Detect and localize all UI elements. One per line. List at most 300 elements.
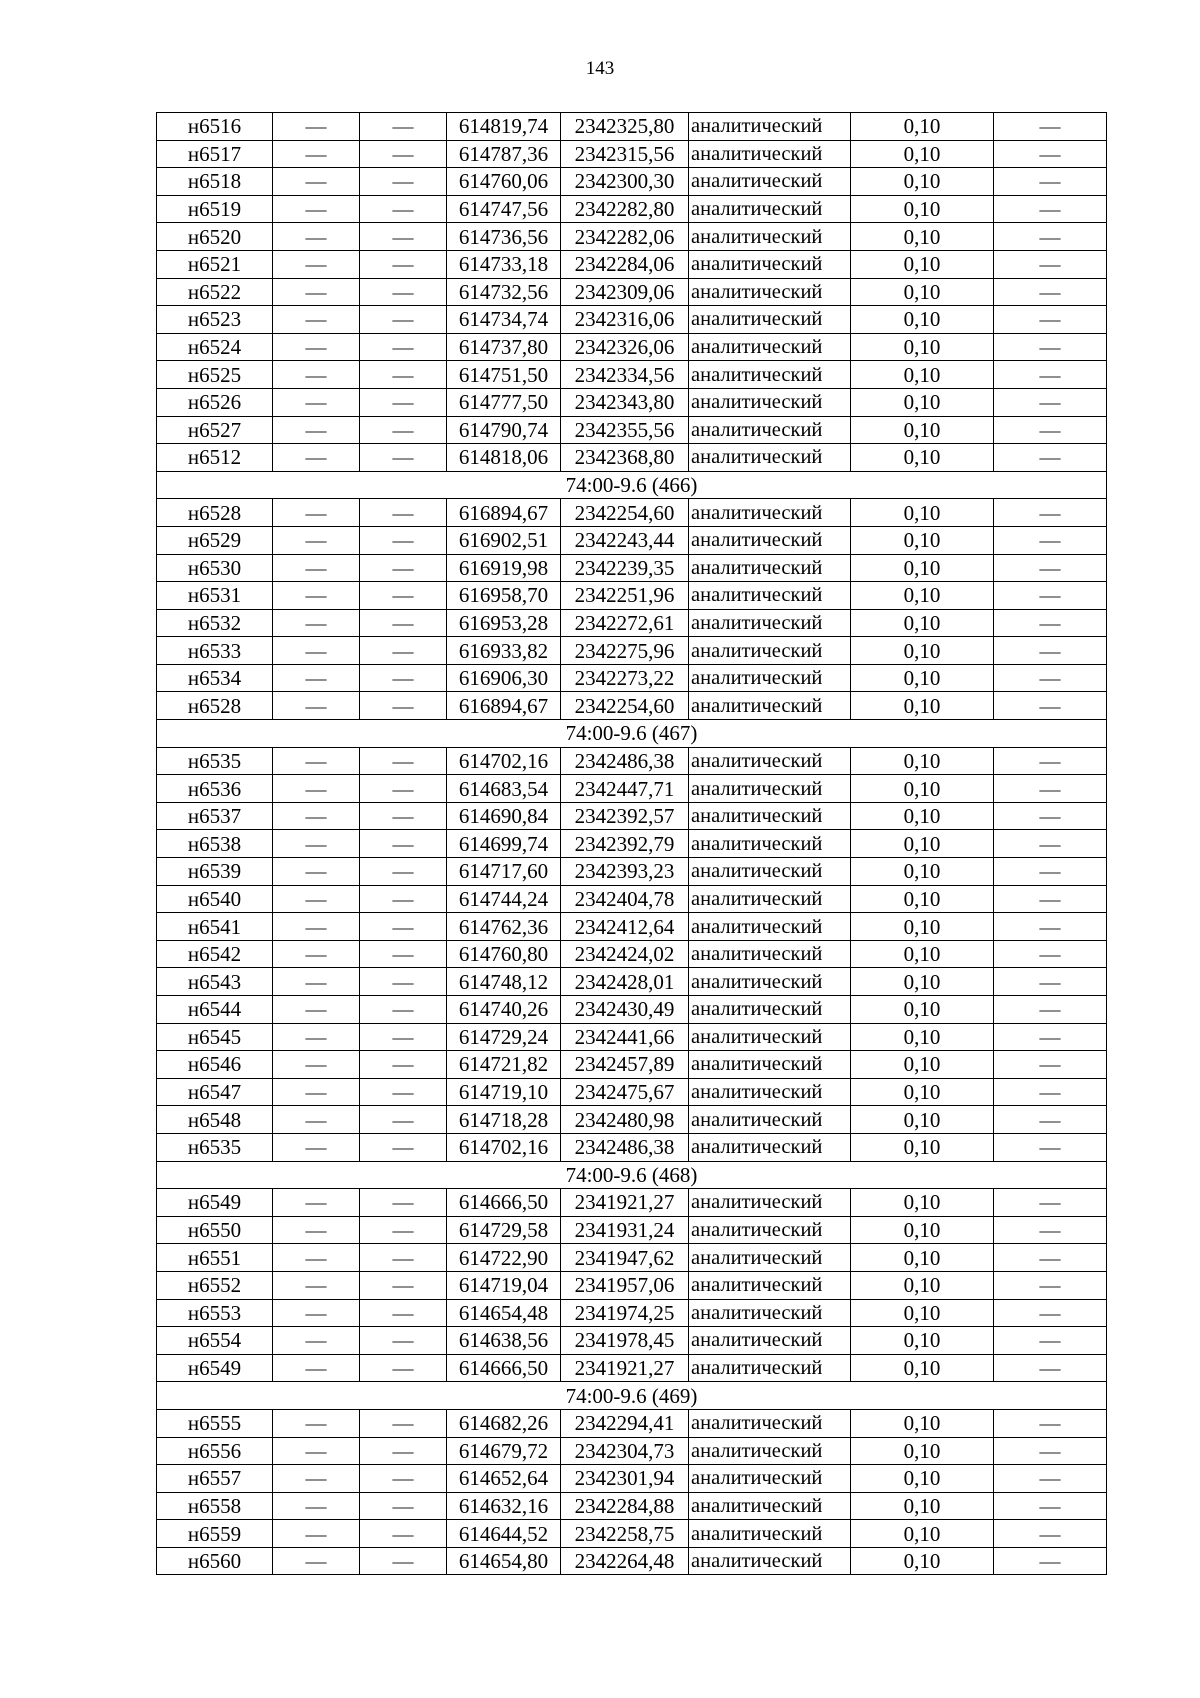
empty-value-cell: — xyxy=(994,250,1107,278)
method-cell: аналитический xyxy=(689,1437,851,1465)
x-coordinate-cell: 614729,24 xyxy=(447,1023,561,1051)
method-cell: аналитический xyxy=(689,195,851,223)
method-cell: аналитический xyxy=(689,1465,851,1493)
empty-value-cell: — xyxy=(360,664,447,692)
y-coordinate-cell: 2342441,66 xyxy=(561,1023,689,1051)
empty-value-cell: — xyxy=(273,1354,360,1382)
parcel-heading-row xyxy=(157,1161,1107,1189)
accuracy-cell: 0,10 xyxy=(851,913,994,941)
y-coordinate-cell: 2342393,23 xyxy=(561,858,689,886)
x-coordinate-cell: 614718,28 xyxy=(447,1106,561,1134)
empty-value-cell: — xyxy=(360,1492,447,1520)
empty-value-cell: — xyxy=(360,913,447,941)
x-coordinate-cell: 616894,67 xyxy=(447,692,561,720)
empty-value-cell: — xyxy=(360,747,447,775)
x-coordinate-cell: 614666,50 xyxy=(447,1354,561,1382)
y-coordinate-cell: 2342300,30 xyxy=(561,168,689,196)
empty-value-cell: — xyxy=(273,885,360,913)
x-coordinate-cell: 614729,58 xyxy=(447,1216,561,1244)
y-coordinate-cell: 2342304,73 xyxy=(561,1437,689,1465)
accuracy-cell: 0,10 xyxy=(851,1189,994,1217)
empty-value-cell: — xyxy=(360,1189,447,1217)
table-row xyxy=(157,1492,1107,1520)
accuracy-cell: 0,10 xyxy=(851,664,994,692)
accuracy-cell: 0,10 xyxy=(851,582,994,610)
accuracy-cell: 0,10 xyxy=(851,554,994,582)
empty-value-cell: — xyxy=(360,1327,447,1355)
point-number-cell: н6540 xyxy=(157,885,273,913)
method-cell: аналитический xyxy=(689,885,851,913)
accuracy-cell: 0,10 xyxy=(851,1051,994,1079)
empty-value-cell: — xyxy=(994,1216,1107,1244)
method-cell: аналитический xyxy=(689,1409,851,1437)
point-number-cell: н6535 xyxy=(157,1133,273,1161)
x-coordinate-cell: 614737,80 xyxy=(447,333,561,361)
accuracy-cell: 0,10 xyxy=(851,692,994,720)
point-number-cell: н6544 xyxy=(157,996,273,1024)
parcel-heading-row xyxy=(157,471,1107,499)
point-number-cell: н6553 xyxy=(157,1299,273,1327)
x-coordinate-cell: 614744,24 xyxy=(447,885,561,913)
accuracy-cell: 0,10 xyxy=(851,388,994,416)
y-coordinate-cell: 2342254,60 xyxy=(561,692,689,720)
method-cell: аналитический xyxy=(689,388,851,416)
empty-value-cell: — xyxy=(994,1133,1107,1161)
point-number-cell: н6559 xyxy=(157,1520,273,1548)
y-coordinate-cell: 2341921,27 xyxy=(561,1189,689,1217)
empty-value-cell: — xyxy=(360,692,447,720)
empty-value-cell: — xyxy=(994,664,1107,692)
accuracy-cell: 0,10 xyxy=(851,802,994,830)
table-row xyxy=(157,444,1107,472)
y-coordinate-cell: 2342368,80 xyxy=(561,444,689,472)
point-number-cell: н6560 xyxy=(157,1547,273,1575)
empty-value-cell: — xyxy=(360,775,447,803)
table-row xyxy=(157,858,1107,886)
method-cell: аналитический xyxy=(689,526,851,554)
point-number-cell: н6522 xyxy=(157,278,273,306)
empty-value-cell: — xyxy=(360,996,447,1024)
table-row xyxy=(157,250,1107,278)
point-number-cell: н6550 xyxy=(157,1216,273,1244)
empty-value-cell: — xyxy=(994,388,1107,416)
table-row xyxy=(157,416,1107,444)
x-coordinate-cell: 614652,64 xyxy=(447,1465,561,1493)
empty-value-cell: — xyxy=(994,361,1107,389)
table-row xyxy=(157,1078,1107,1106)
x-coordinate-cell: 614751,50 xyxy=(447,361,561,389)
method-cell: аналитический xyxy=(689,1520,851,1548)
empty-value-cell: — xyxy=(273,609,360,637)
empty-value-cell: — xyxy=(994,306,1107,334)
x-coordinate-cell: 614632,16 xyxy=(447,1492,561,1520)
point-number-cell: н6548 xyxy=(157,1106,273,1134)
method-cell: аналитический xyxy=(689,554,851,582)
x-coordinate-cell: 614760,06 xyxy=(447,168,561,196)
accuracy-cell: 0,10 xyxy=(851,1409,994,1437)
empty-value-cell: — xyxy=(273,1051,360,1079)
empty-value-cell: — xyxy=(273,1216,360,1244)
accuracy-cell: 0,10 xyxy=(851,858,994,886)
method-cell: аналитический xyxy=(689,747,851,775)
x-coordinate-cell: 616953,28 xyxy=(447,609,561,637)
point-number-cell: н6527 xyxy=(157,416,273,444)
empty-value-cell: — xyxy=(994,996,1107,1024)
y-coordinate-cell: 2342284,88 xyxy=(561,1492,689,1520)
empty-value-cell: — xyxy=(273,858,360,886)
point-number-cell: н6555 xyxy=(157,1409,273,1437)
empty-value-cell: — xyxy=(273,830,360,858)
table-row xyxy=(157,1051,1107,1079)
method-cell: аналитический xyxy=(689,1216,851,1244)
empty-value-cell: — xyxy=(994,1299,1107,1327)
method-cell: аналитический xyxy=(689,1547,851,1575)
x-coordinate-cell: 614702,16 xyxy=(447,1133,561,1161)
empty-value-cell: — xyxy=(994,1106,1107,1134)
method-cell: аналитический xyxy=(689,692,851,720)
x-coordinate-cell: 614819,74 xyxy=(447,113,561,141)
point-number-cell: н6518 xyxy=(157,168,273,196)
accuracy-cell: 0,10 xyxy=(851,499,994,527)
y-coordinate-cell: 2342239,35 xyxy=(561,554,689,582)
empty-value-cell: — xyxy=(273,968,360,996)
table-row xyxy=(157,1409,1107,1437)
y-coordinate-cell: 2342316,06 xyxy=(561,306,689,334)
empty-value-cell: — xyxy=(273,1299,360,1327)
empty-value-cell: — xyxy=(994,1354,1107,1382)
accuracy-cell: 0,10 xyxy=(851,968,994,996)
accuracy-cell: 0,10 xyxy=(851,113,994,141)
accuracy-cell: 0,10 xyxy=(851,1327,994,1355)
empty-value-cell: — xyxy=(360,416,447,444)
empty-value-cell: — xyxy=(994,1520,1107,1548)
empty-value-cell: — xyxy=(273,168,360,196)
point-number-cell: н6541 xyxy=(157,913,273,941)
empty-value-cell: — xyxy=(273,1133,360,1161)
y-coordinate-cell: 2341921,27 xyxy=(561,1354,689,1382)
table-row xyxy=(157,775,1107,803)
accuracy-cell: 0,10 xyxy=(851,250,994,278)
table-row xyxy=(157,361,1107,389)
x-coordinate-cell: 614733,18 xyxy=(447,250,561,278)
x-coordinate-cell: 616933,82 xyxy=(447,637,561,665)
point-number-cell: н6546 xyxy=(157,1051,273,1079)
empty-value-cell: — xyxy=(994,1327,1107,1355)
empty-value-cell: — xyxy=(994,1492,1107,1520)
method-cell: аналитический xyxy=(689,1244,851,1272)
point-number-cell: н6526 xyxy=(157,388,273,416)
empty-value-cell: — xyxy=(994,416,1107,444)
accuracy-cell: 0,10 xyxy=(851,747,994,775)
empty-value-cell: — xyxy=(994,747,1107,775)
x-coordinate-cell: 614740,26 xyxy=(447,996,561,1024)
empty-value-cell: — xyxy=(273,1465,360,1493)
empty-value-cell: — xyxy=(360,1133,447,1161)
empty-value-cell: — xyxy=(994,885,1107,913)
point-number-cell: н6521 xyxy=(157,250,273,278)
method-cell: аналитический xyxy=(689,416,851,444)
y-coordinate-cell: 2342326,06 xyxy=(561,333,689,361)
empty-value-cell: — xyxy=(360,499,447,527)
empty-value-cell: — xyxy=(360,278,447,306)
point-number-cell: н6519 xyxy=(157,195,273,223)
y-coordinate-cell: 2342486,38 xyxy=(561,1133,689,1161)
point-number-cell: н6552 xyxy=(157,1271,273,1299)
method-cell: аналитический xyxy=(689,140,851,168)
empty-value-cell: — xyxy=(360,885,447,913)
empty-value-cell: — xyxy=(273,1547,360,1575)
empty-value-cell: — xyxy=(273,195,360,223)
method-cell: аналитический xyxy=(689,499,851,527)
empty-value-cell: — xyxy=(273,333,360,361)
method-cell: аналитический xyxy=(689,1327,851,1355)
x-coordinate-cell: 614721,82 xyxy=(447,1051,561,1079)
method-cell: аналитический xyxy=(689,664,851,692)
x-coordinate-cell: 614732,56 xyxy=(447,278,561,306)
empty-value-cell: — xyxy=(994,775,1107,803)
accuracy-cell: 0,10 xyxy=(851,140,994,168)
empty-value-cell: — xyxy=(360,195,447,223)
empty-value-cell: — xyxy=(360,1106,447,1134)
empty-value-cell: — xyxy=(360,1271,447,1299)
point-number-cell: н6549 xyxy=(157,1189,273,1217)
y-coordinate-cell: 2342272,61 xyxy=(561,609,689,637)
accuracy-cell: 0,10 xyxy=(851,1520,994,1548)
empty-value-cell: — xyxy=(994,223,1107,251)
x-coordinate-cell: 614747,56 xyxy=(447,195,561,223)
y-coordinate-cell: 2342273,22 xyxy=(561,664,689,692)
y-coordinate-cell: 2342355,56 xyxy=(561,416,689,444)
point-number-cell: н6524 xyxy=(157,333,273,361)
empty-value-cell: — xyxy=(273,996,360,1024)
method-cell: аналитический xyxy=(689,858,851,886)
y-coordinate-cell: 2342282,06 xyxy=(561,223,689,251)
method-cell: аналитический xyxy=(689,1271,851,1299)
empty-value-cell: — xyxy=(360,444,447,472)
empty-value-cell: — xyxy=(360,306,447,334)
x-coordinate-cell: 614719,04 xyxy=(447,1271,561,1299)
x-coordinate-cell: 614654,48 xyxy=(447,1299,561,1327)
empty-value-cell: — xyxy=(273,1492,360,1520)
table-row xyxy=(157,996,1107,1024)
empty-value-cell: — xyxy=(273,1409,360,1437)
accuracy-cell: 0,10 xyxy=(851,885,994,913)
point-number-cell: н6534 xyxy=(157,664,273,692)
accuracy-cell: 0,10 xyxy=(851,444,994,472)
accuracy-cell: 0,10 xyxy=(851,333,994,361)
empty-value-cell: — xyxy=(360,168,447,196)
point-number-cell: н6536 xyxy=(157,775,273,803)
method-cell: аналитический xyxy=(689,278,851,306)
point-number-cell: н6533 xyxy=(157,637,273,665)
empty-value-cell: — xyxy=(994,1023,1107,1051)
parcel-heading: 74:00-9.6 (468) xyxy=(157,1161,1107,1189)
empty-value-cell: — xyxy=(273,1244,360,1272)
x-coordinate-cell: 616894,67 xyxy=(447,499,561,527)
y-coordinate-cell: 2342264,48 xyxy=(561,1547,689,1575)
accuracy-cell: 0,10 xyxy=(851,1437,994,1465)
method-cell: аналитический xyxy=(689,1354,851,1382)
empty-value-cell: — xyxy=(273,1437,360,1465)
empty-value-cell: — xyxy=(360,1216,447,1244)
accuracy-cell: 0,10 xyxy=(851,637,994,665)
point-number-cell: н6512 xyxy=(157,444,273,472)
method-cell: аналитический xyxy=(689,913,851,941)
point-number-cell: н6549 xyxy=(157,1354,273,1382)
method-cell: аналитический xyxy=(689,1299,851,1327)
empty-value-cell: — xyxy=(994,526,1107,554)
empty-value-cell: — xyxy=(994,113,1107,141)
x-coordinate-cell: 614683,54 xyxy=(447,775,561,803)
table-row xyxy=(157,1244,1107,1272)
empty-value-cell: — xyxy=(273,526,360,554)
empty-value-cell: — xyxy=(360,609,447,637)
point-number-cell: н6517 xyxy=(157,140,273,168)
empty-value-cell: — xyxy=(273,1106,360,1134)
x-coordinate-cell: 614699,74 xyxy=(447,830,561,858)
empty-value-cell: — xyxy=(994,913,1107,941)
empty-value-cell: — xyxy=(273,940,360,968)
empty-value-cell: — xyxy=(994,830,1107,858)
empty-value-cell: — xyxy=(994,1409,1107,1437)
x-coordinate-cell: 616958,70 xyxy=(447,582,561,610)
y-coordinate-cell: 2342404,78 xyxy=(561,885,689,913)
table-row xyxy=(157,664,1107,692)
table-row xyxy=(157,1106,1107,1134)
table-row xyxy=(157,1437,1107,1465)
method-cell: аналитический xyxy=(689,444,851,472)
y-coordinate-cell: 2342486,38 xyxy=(561,747,689,775)
x-coordinate-cell: 614666,50 xyxy=(447,1189,561,1217)
method-cell: аналитический xyxy=(689,830,851,858)
method-cell: аналитический xyxy=(689,223,851,251)
empty-value-cell: — xyxy=(994,278,1107,306)
method-cell: аналитический xyxy=(689,609,851,637)
y-coordinate-cell: 2342447,71 xyxy=(561,775,689,803)
x-coordinate-cell: 614719,10 xyxy=(447,1078,561,1106)
accuracy-cell: 0,10 xyxy=(851,609,994,637)
x-coordinate-cell: 614777,50 xyxy=(447,388,561,416)
table-row xyxy=(157,526,1107,554)
empty-value-cell: — xyxy=(994,168,1107,196)
accuracy-cell: 0,10 xyxy=(851,1244,994,1272)
empty-value-cell: — xyxy=(360,637,447,665)
y-coordinate-cell: 2342275,96 xyxy=(561,637,689,665)
table-row xyxy=(157,968,1107,996)
table-row xyxy=(157,554,1107,582)
y-coordinate-cell: 2342430,49 xyxy=(561,996,689,1024)
empty-value-cell: — xyxy=(273,1078,360,1106)
y-coordinate-cell: 2342424,02 xyxy=(561,940,689,968)
table-row xyxy=(157,830,1107,858)
empty-value-cell: — xyxy=(273,1520,360,1548)
table-row xyxy=(157,499,1107,527)
method-cell: аналитический xyxy=(689,996,851,1024)
x-coordinate-cell: 616906,30 xyxy=(447,664,561,692)
point-number-cell: н6531 xyxy=(157,582,273,610)
method-cell: аналитический xyxy=(689,968,851,996)
accuracy-cell: 0,10 xyxy=(851,940,994,968)
table-row xyxy=(157,802,1107,830)
point-number-cell: н6551 xyxy=(157,1244,273,1272)
point-number-cell: н6530 xyxy=(157,554,273,582)
empty-value-cell: — xyxy=(273,499,360,527)
y-coordinate-cell: 2342315,56 xyxy=(561,140,689,168)
empty-value-cell: — xyxy=(273,582,360,610)
table-row xyxy=(157,195,1107,223)
table-row xyxy=(157,940,1107,968)
empty-value-cell: — xyxy=(273,747,360,775)
y-coordinate-cell: 2342334,56 xyxy=(561,361,689,389)
table-row xyxy=(157,278,1107,306)
empty-value-cell: — xyxy=(273,1327,360,1355)
empty-value-cell: — xyxy=(994,140,1107,168)
method-cell: аналитический xyxy=(689,361,851,389)
empty-value-cell: — xyxy=(994,968,1107,996)
point-number-cell: н6516 xyxy=(157,113,273,141)
accuracy-cell: 0,10 xyxy=(851,1216,994,1244)
y-coordinate-cell: 2342243,44 xyxy=(561,526,689,554)
empty-value-cell: — xyxy=(273,554,360,582)
empty-value-cell: — xyxy=(994,609,1107,637)
empty-value-cell: — xyxy=(273,278,360,306)
empty-value-cell: — xyxy=(273,637,360,665)
y-coordinate-cell: 2342392,57 xyxy=(561,802,689,830)
table-row xyxy=(157,1133,1107,1161)
empty-value-cell: — xyxy=(360,388,447,416)
empty-value-cell: — xyxy=(360,1023,447,1051)
y-coordinate-cell: 2342282,80 xyxy=(561,195,689,223)
coordinates-table xyxy=(156,112,1107,1575)
empty-value-cell: — xyxy=(273,361,360,389)
empty-value-cell: — xyxy=(360,1244,447,1272)
x-coordinate-cell: 614679,72 xyxy=(447,1437,561,1465)
empty-value-cell: — xyxy=(360,526,447,554)
point-number-cell: н6558 xyxy=(157,1492,273,1520)
empty-value-cell: — xyxy=(360,140,447,168)
empty-value-cell: — xyxy=(994,1547,1107,1575)
y-coordinate-cell: 2342343,80 xyxy=(561,388,689,416)
x-coordinate-cell: 614690,84 xyxy=(447,802,561,830)
parcel-heading-row xyxy=(157,1382,1107,1410)
empty-value-cell: — xyxy=(994,940,1107,968)
point-number-cell: н6528 xyxy=(157,692,273,720)
empty-value-cell: — xyxy=(994,195,1107,223)
point-number-cell: н6556 xyxy=(157,1437,273,1465)
y-coordinate-cell: 2342251,96 xyxy=(561,582,689,610)
point-number-cell: н6547 xyxy=(157,1078,273,1106)
empty-value-cell: — xyxy=(360,968,447,996)
table-row xyxy=(157,609,1107,637)
empty-value-cell: — xyxy=(360,830,447,858)
empty-value-cell: — xyxy=(360,1520,447,1548)
table-row xyxy=(157,637,1107,665)
y-coordinate-cell: 2342309,06 xyxy=(561,278,689,306)
table-row xyxy=(157,885,1107,913)
accuracy-cell: 0,10 xyxy=(851,195,994,223)
method-cell: аналитический xyxy=(689,802,851,830)
accuracy-cell: 0,10 xyxy=(851,416,994,444)
empty-value-cell: — xyxy=(994,1078,1107,1106)
x-coordinate-cell: 614760,80 xyxy=(447,940,561,968)
x-coordinate-cell: 614702,16 xyxy=(447,747,561,775)
table-row xyxy=(157,333,1107,361)
x-coordinate-cell: 616902,51 xyxy=(447,526,561,554)
y-coordinate-cell: 2341978,45 xyxy=(561,1327,689,1355)
x-coordinate-cell: 614762,36 xyxy=(447,913,561,941)
table-row xyxy=(157,1354,1107,1382)
point-number-cell: н6535 xyxy=(157,747,273,775)
